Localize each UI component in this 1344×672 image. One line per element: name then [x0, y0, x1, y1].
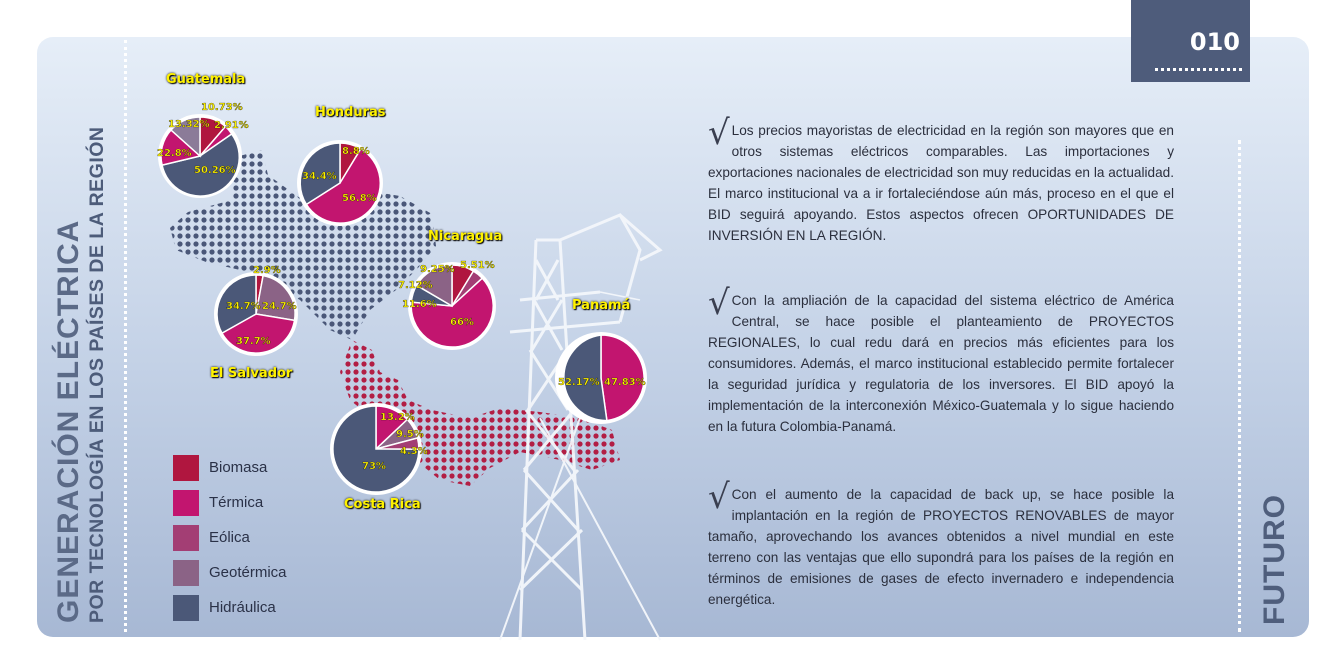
legend-item-eolica — [173, 520, 287, 555]
paragraph-1-text: Los precios mayoristas de electricidad en la región son mayores que en otros sistemas eléctricos comparables. Las importaciones y exportaciones nacionales de electricidad son muy reducidas en la actualidad. El marco institucional va a ir fortaleciéndose aún más, proceso en el que el BID seguirá apoyando. Estos aspectos ofrecen OPORTUNIDADES DE INVERSIÓN EN LA REGIÓN. — [708, 123, 1174, 243]
legend-label-termica: Térmica — [209, 494, 264, 511]
legend-item-geotermica — [173, 555, 287, 590]
paragraph-1 — [708, 113, 1174, 246]
legend-item-termica — [173, 485, 287, 520]
pie-guatemala-label-4: 22.8% — [157, 148, 192, 159]
legend-item-biomasa — [173, 450, 287, 485]
legend-label-eolica: Eólica — [209, 529, 250, 546]
checkmark-icon: √ — [708, 283, 730, 323]
legend-label-geotermica: Geotérmica — [209, 564, 287, 581]
legend-swatch-eolica — [173, 525, 199, 551]
technology-legend — [173, 450, 287, 625]
country-guatemala: Guatemala — [166, 72, 246, 87]
pie-costa-rica-label-1: 13.2% — [380, 412, 415, 423]
pie-honduras-label-1: 8.8% — [342, 146, 370, 157]
paragraph-2 — [708, 283, 1174, 437]
legend-swatch-termica — [173, 490, 199, 516]
country-panama: Panamá — [572, 298, 631, 313]
pie-honduras-label-2: 56.8% — [342, 193, 377, 204]
side-subtitle: POR TECNOLOGÍA EN LOS PAÍSES DE LA REGIÓN — [86, 126, 108, 623]
section-label: FUTURO — [1258, 494, 1291, 625]
pie-honduras-label-3: 34.4% — [302, 171, 337, 182]
pie-el-salvador-label-3: 24.7% — [262, 301, 297, 312]
pie-el-salvador-label-2: 34.7% — [226, 301, 261, 312]
pie-nicaragua-label-1: 9.25% — [420, 264, 455, 275]
pie-nicaragua-label-2: 5.51% — [460, 260, 495, 271]
legend-item-hidraulica — [173, 590, 287, 625]
pie-guatemala-label-5: 50.26% — [194, 165, 236, 176]
paragraph-3-text: Con el aumento de la capacidad de back up, se hace posible la implantación en la región de PROYECTOS RENOVABLES de mayor tamaño, aprovechando los avances obtenidos a nivel mundial en este terreno con las ventajas que ello supondrá para los países de la región en términos de emisiones de gases de efecto invernadero e independencia energética. — [708, 487, 1174, 607]
pie-guatemala-label-2: 2.91% — [214, 120, 249, 131]
page-number: 010 — [1189, 28, 1240, 56]
pie-el-salvador-label-1: 2.9% — [253, 265, 281, 276]
pie-guatemala-label-1: 10.73% — [201, 102, 243, 113]
pie-el-salvador-label-4: 37.7% — [236, 336, 271, 347]
pie-nicaragua-label-4: 11.6% — [402, 299, 437, 310]
pie-costa-rica-label-3: 4.3% — [400, 446, 428, 457]
pie-costa-rica-label-4: 73% — [362, 461, 386, 472]
country-honduras: Honduras — [315, 105, 386, 120]
pie-honduras — [297, 140, 383, 226]
checkmark-icon: √ — [708, 477, 730, 517]
legend-label-biomasa: Biomasa — [209, 459, 268, 476]
legend-swatch-geotermica — [173, 560, 199, 586]
country-el-salvador: El Salvador — [210, 366, 293, 381]
country-nicaragua: Nicaragua — [428, 229, 503, 244]
pie-nicaragua-label-3: 7.12% — [398, 280, 433, 291]
legend-swatch-hidraulica — [173, 595, 199, 621]
paragraph-3 — [708, 477, 1174, 610]
legend-label-hidraulica: Hidráulica — [209, 599, 276, 616]
side-title: GENERACIÓN ELÉCTRICA — [52, 219, 85, 623]
country-costa-rica: Costa Rica — [344, 497, 421, 512]
checkmark-icon: √ — [708, 113, 730, 153]
paragraph-2-text: Con la ampliación de la capacidad del sistema eléctrico de América Central, se hace posible el planteamiento de PROYECTOS REGIONALES, lo cual redu dará en precios más eficientes para los consumidores. Además, el marco institucional establecido permite fortalecer la seguridad jurídica y regulatoria de los inversores. El BID apoyó la implementación de la interconexión México-Guatemala y lo sigue haciendo en la futura Colombia-Panamá. — [708, 293, 1174, 434]
pie-guatemala-label-3: 13.32% — [168, 119, 210, 130]
pie-nicaragua-label-5: 66% — [450, 317, 474, 328]
pie-panama-label-1: 52.17% — [558, 377, 600, 388]
pie-panama-label-2: 47.83% — [604, 377, 646, 388]
pie-costa-rica-label-2: 9.5% — [396, 429, 424, 440]
legend-swatch-biomasa — [173, 455, 199, 481]
